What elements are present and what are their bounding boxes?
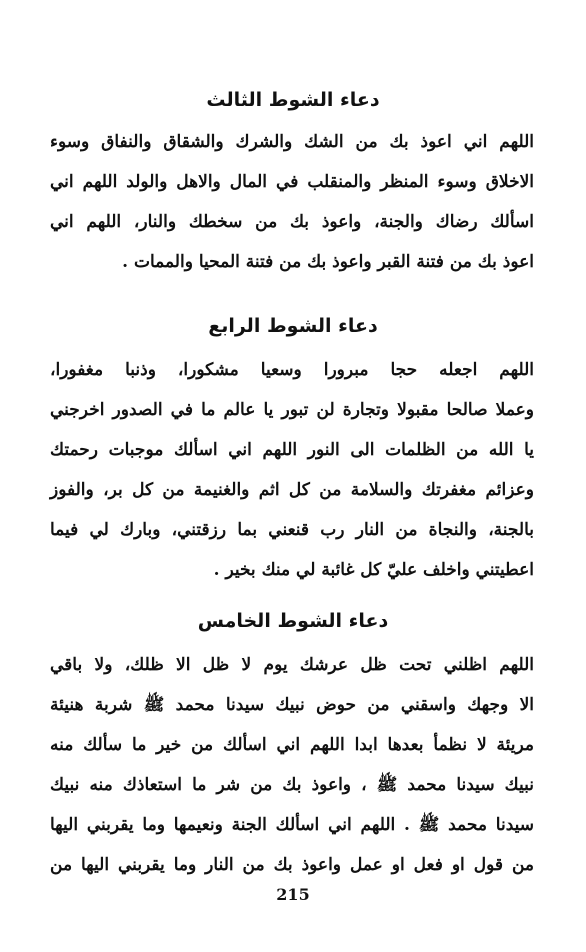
text-line: الاخلاق وسوء المنظر والمنقلب في المال والاهل والولد اللهم اني <box>50 172 534 192</box>
text-line: اللهم اظلني تحت ظل عرشك يوم لا ظل الا ظلك، ولا باقي <box>50 655 534 675</box>
text-line: يا الله من الظلمات الى النور اللهم اني اسألك موجبات رحمتك <box>50 440 534 460</box>
text-line: الا وجهك واسقني من حوض نبيك سيدنا محمد ﷺ شربة هنيئة <box>50 695 534 715</box>
paragraph-fifth-round <box>50 645 534 885</box>
text-line: وعزائم مغفرتك والسلامة من كل اثم والغنيمة من كل بر، والفوز <box>50 480 534 500</box>
text-line: اللهم اجعله حجا مبرورا وسعيا مشكورا، وذنبا مغفورا، <box>50 360 534 380</box>
paragraph-fourth-round <box>50 350 534 590</box>
section-title-fifth-round: دعاء الشوط الخامس <box>197 610 389 632</box>
text-line: اعوذ بك من فتنة القبر واعوذ بك من فتنة المحيا والممات . <box>122 252 534 272</box>
text-line: نبيك سيدنا محمد ﷺ ، واعوذ بك من شر ما استعاذك منه نبيك <box>50 775 534 795</box>
text-line: اسألك رضاك والجنة، واعوذ بك من سخطك والنار، اللهم اني <box>50 212 534 232</box>
text-line: سيدنا محمد ﷺ . اللهم اني اسألك الجنة ونعيمها وما يقربني اليها <box>50 815 534 835</box>
section-title-fourth-round: دعاء الشوط الرابع <box>208 315 378 337</box>
text-line: اعطيتني واخلف عليّ كل غائبة لي منك بخير . <box>213 560 534 580</box>
text-line: وعملا صالحا مقبولا وتجارة لن تبور يا عالم ما في الصدور اخرجني <box>50 400 534 420</box>
paragraph-third-round <box>50 122 534 282</box>
section-title-third-round: دعاء الشوط الثالث <box>206 89 380 111</box>
text-line: اللهم اني اعوذ بك من الشك والشرك والشقاق والنفاق وسوء <box>50 132 534 152</box>
text-line: مريئة لا نظمأ بعدها ابدا اللهم اني اسألك من خير ما سألك منه <box>50 735 534 755</box>
text-line: من قول او فعل او عمل واعوذ بك من النار وما يقربني اليها من <box>50 855 534 875</box>
page-number: 215 <box>276 885 310 904</box>
text-line: بالجنة، والنجاة من النار رب قنعني بما رزقتني، وبارك لي فيما <box>50 520 534 540</box>
